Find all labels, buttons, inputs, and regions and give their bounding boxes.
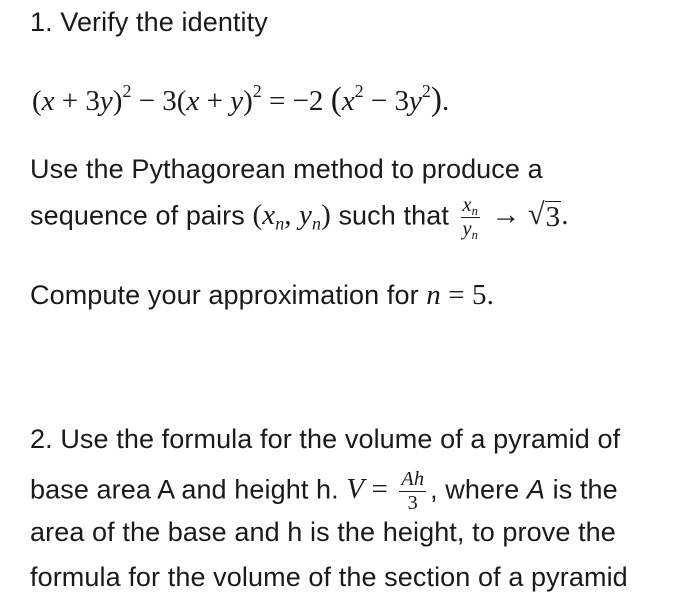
problem-2-line-1 (30, 423, 620, 455)
eq-term: − 3 (363, 85, 410, 117)
eq-paren: ) (243, 85, 253, 117)
eq-term: + (199, 85, 231, 117)
eq-exponent: 2 (122, 81, 132, 102)
eq-var-y: y (230, 85, 244, 117)
volume-var: V (346, 473, 365, 506)
ratio-numerator-sub: n (471, 203, 479, 218)
eq-term: = −2 (261, 85, 331, 117)
eq-exponent: 2 (252, 81, 262, 102)
eq-paren: ( (32, 85, 42, 117)
pair-var-y: y (299, 199, 312, 232)
eq-var-x: x (341, 85, 355, 117)
compute-value: = 5. (440, 279, 495, 311)
such-that-text: such that (330, 200, 457, 231)
ratio-denominator-sub: n (471, 228, 479, 243)
eq-exponent: 2 (421, 81, 431, 102)
eq-var-y: y (409, 85, 422, 117)
problem-2-text-2c: is the (545, 474, 618, 505)
compute-text: Compute your approximation for (30, 280, 427, 310)
problem-2-line-3 (30, 516, 616, 548)
pair-comma: , (284, 199, 299, 232)
volume-denominator: 3 (407, 492, 418, 515)
problem-2-line-4 (30, 561, 628, 593)
eq-var-x: x (186, 85, 200, 117)
pair-var-x: x (262, 199, 276, 232)
problem-2-text-2a: base area A and height h. (30, 474, 347, 505)
eq-paren: ) (430, 81, 442, 118)
area-var: A (526, 474, 546, 505)
eq-var-y: y (99, 85, 113, 117)
eq-paren: ( (330, 81, 342, 118)
pair-subscript: n (311, 213, 322, 234)
problem-2-text-1: 2. Use the formula for the volume of a pyramid of (30, 424, 621, 454)
problem-2-text-2b: , where (430, 474, 527, 505)
problem-2-line-2 (30, 469, 618, 515)
sqrt-radicand: 3 (545, 201, 561, 234)
pair-subscript: n (275, 213, 285, 234)
ratio-numerator: x (462, 194, 472, 216)
eq-term: − 3( (131, 85, 187, 117)
sequence-period: . (561, 199, 569, 232)
compute-line (30, 278, 494, 313)
eq-term: + 3 (54, 85, 100, 117)
volume-fraction (399, 469, 426, 515)
volume-numerator: Ah (401, 468, 425, 490)
problem-1-heading-text: 1. Verify the identity (30, 7, 268, 37)
compute-var-n: n (426, 279, 441, 311)
arrow-symbol: → (484, 199, 528, 232)
ratio-fraction (461, 195, 481, 241)
eq-exponent: 2 (354, 81, 364, 102)
ratio-denominator: y (462, 218, 472, 241)
pythagorean-line (30, 153, 543, 185)
problem-2-text-4: formula for the volume of the section of a pyramid (30, 562, 628, 592)
eq-paren: ) (112, 85, 123, 117)
identity-equation (32, 80, 449, 120)
sqrt-expression: √ 3 (527, 197, 561, 234)
pair-paren: ( (252, 199, 263, 232)
sequence-line (30, 195, 569, 241)
pythagorean-text: Use the Pythagorean method to produce a (30, 154, 543, 184)
problem-1-heading (30, 6, 268, 38)
eq-var-x: x (41, 85, 55, 117)
eq-period: . (441, 85, 450, 117)
problem-2-text-3: area of the base and h is the height, to prove the (30, 517, 616, 547)
sequence-text: sequence of pairs (30, 200, 253, 231)
volume-equals: = (364, 473, 396, 506)
pair-paren: ) (321, 199, 331, 232)
